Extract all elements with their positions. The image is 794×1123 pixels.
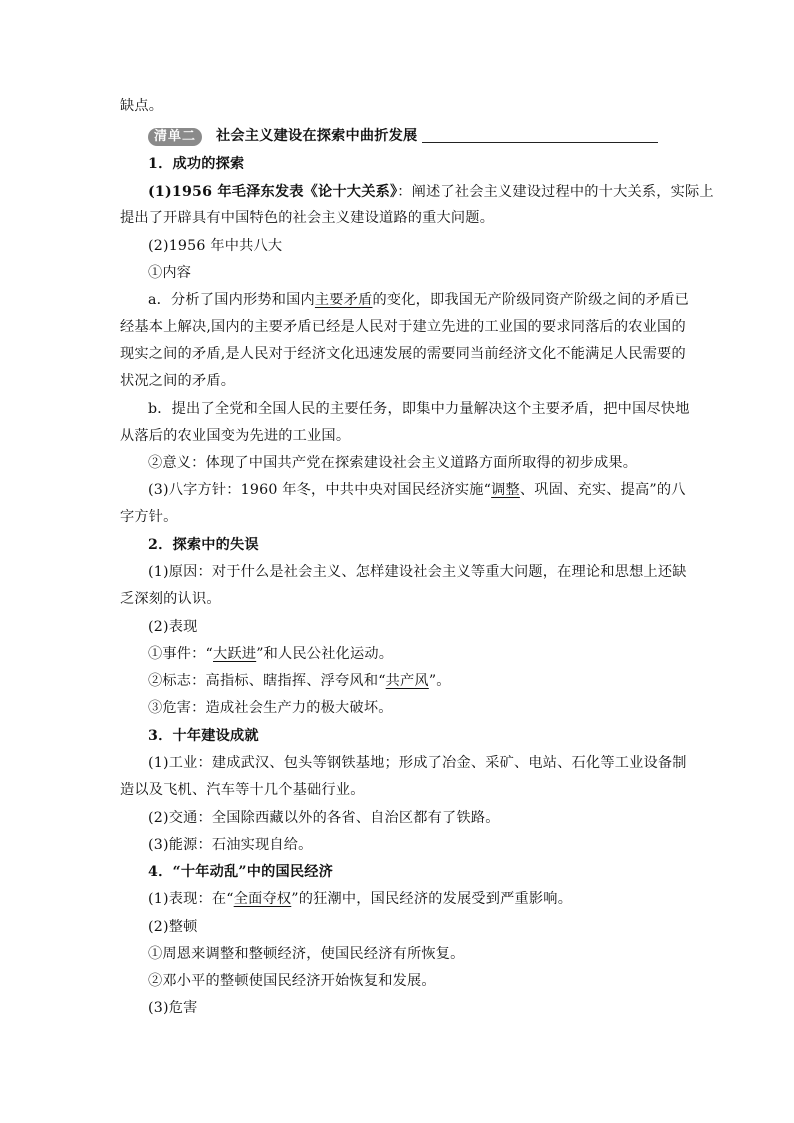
p1-item3 [148,480,686,500]
p1-a-post: 的变化，即我国无产阶级同资产阶级之间的矛盾已 [372,292,690,308]
p1-item1-cont: 提出了开辟具有中国特色的社会主义建设道路的重大问题。 [120,210,495,226]
p1-item1 [148,182,714,202]
p2-event-post: ”和人民公社化运动。 [256,646,394,662]
p1-a-line2: 经基本上解决,国内的主要矛盾已经是人民对于建立先进的工业国的要求同落后的农业国的 [120,319,686,335]
p4-show-post: ”的狂潮中，国民经济的发展受到严重影响。 [291,891,573,907]
p2-event-underlined: 大跃进 [213,646,257,662]
p2-show: (2)表现 [148,619,198,635]
p3-energy: (3)能源：石油实现自给。 [148,837,313,853]
p3-traffic: (2)交通：全国除西藏以外的各省、自治区都有了铁路。 [148,810,500,826]
p1-item3-cont: 字方针。 [120,509,178,525]
p4-show-underlined: 全面夺权 [233,891,292,907]
section-badge: 清单二 [148,128,202,146]
heading-2: 2．探索中的失误 [148,537,259,553]
p1-content-label: ①内容 [148,265,192,281]
p2-sign-pre: ②标志：高指标、瞎指挥、浮夸风和“ [148,673,386,689]
p1-a-line1 [148,290,689,310]
p2-sign-underlined: 共产风 [385,673,429,689]
heading-4: 4．“十年动乱”中的国民经济 [148,864,334,880]
p4-adjust-2: ②邓小平的整顿使国民经济开始恢复和发展。 [148,973,436,989]
p3-industry-line1: (1)工业：建成武汉、包头等钢铁基地；形成了冶金、采矿、电站、石化等工业设备制 [148,755,687,771]
p1-meaning: ②意义：体现了中国共产党在探索建设社会主义道路方面所取得的初步成果。 [148,455,638,471]
p1-b-line1: b．提出了全党和全国人民的主要任务，即集中力量解决这个主要矛盾，把中国尽快地 [148,401,690,417]
p4-show-pre: (1)表现：在“ [148,891,234,907]
p2-event [148,644,393,664]
top-fragment: 缺点。 [120,98,164,114]
p4-adjust: (2)整顿 [148,919,198,935]
p2-event-pre: ①事件：“ [148,646,214,662]
p4-adjust-1: ①周恩来调整和整顿经济，使国民经济有所恢复。 [148,946,465,962]
p1-item3-pre: (3)八字方针：1960 年冬，中共中央对国民经济实施“ [148,482,492,498]
heading-1: 1．成功的探索 [148,156,245,172]
p1-a-line4: 状况之间的矛盾。 [120,373,236,389]
p1-b-line2: 从落后的农业国变为先进的工业国。 [120,428,351,444]
section-header [148,126,417,146]
p1-a-pre: a．分析了国内形势和国内 [148,292,315,308]
p2-harm: ③危害：造成社会生产力的极大破坏。 [148,700,393,716]
p2-cause-line1: (1)原因：对于什么是社会主义、怎样建设社会主义等重大问题，在理论和思想上还缺 [148,564,687,580]
section-title: 社会主义建设在探索中曲折发展 [216,128,418,144]
p1-item3-post: 、巩固、充实、提高”的八 [519,482,686,498]
p3-industry-line2: 造以及飞机、汽车等十几个基础行业。 [120,782,365,798]
p2-cause-line2: 乏深刻的认识。 [120,591,221,607]
p1-item2: (2)1956 年中共八大 [148,238,283,254]
p1-a-underlined: 主要矛盾 [314,292,373,308]
p2-sign [148,671,451,691]
p1-item1-text: ：阐述了社会主义建设过程中的十大关系，实际上 [397,184,714,200]
p1-a-line3: 现实之间的矛盾,是人民对于经济文化迅速发展的需要同当前经济文化不能满足人民需要的 [120,346,686,362]
p2-sign-post: ”。 [428,673,451,689]
section-title-rule [422,142,658,143]
p1-item3-underlined: 调整 [491,482,520,498]
p1-item1-lead: (1)1956 年毛泽东发表《论十大关系》 [148,184,398,200]
heading-3: 3．十年建设成就 [148,728,259,744]
p4-show [148,889,572,909]
p4-harm: (3)危害 [148,1000,198,1016]
